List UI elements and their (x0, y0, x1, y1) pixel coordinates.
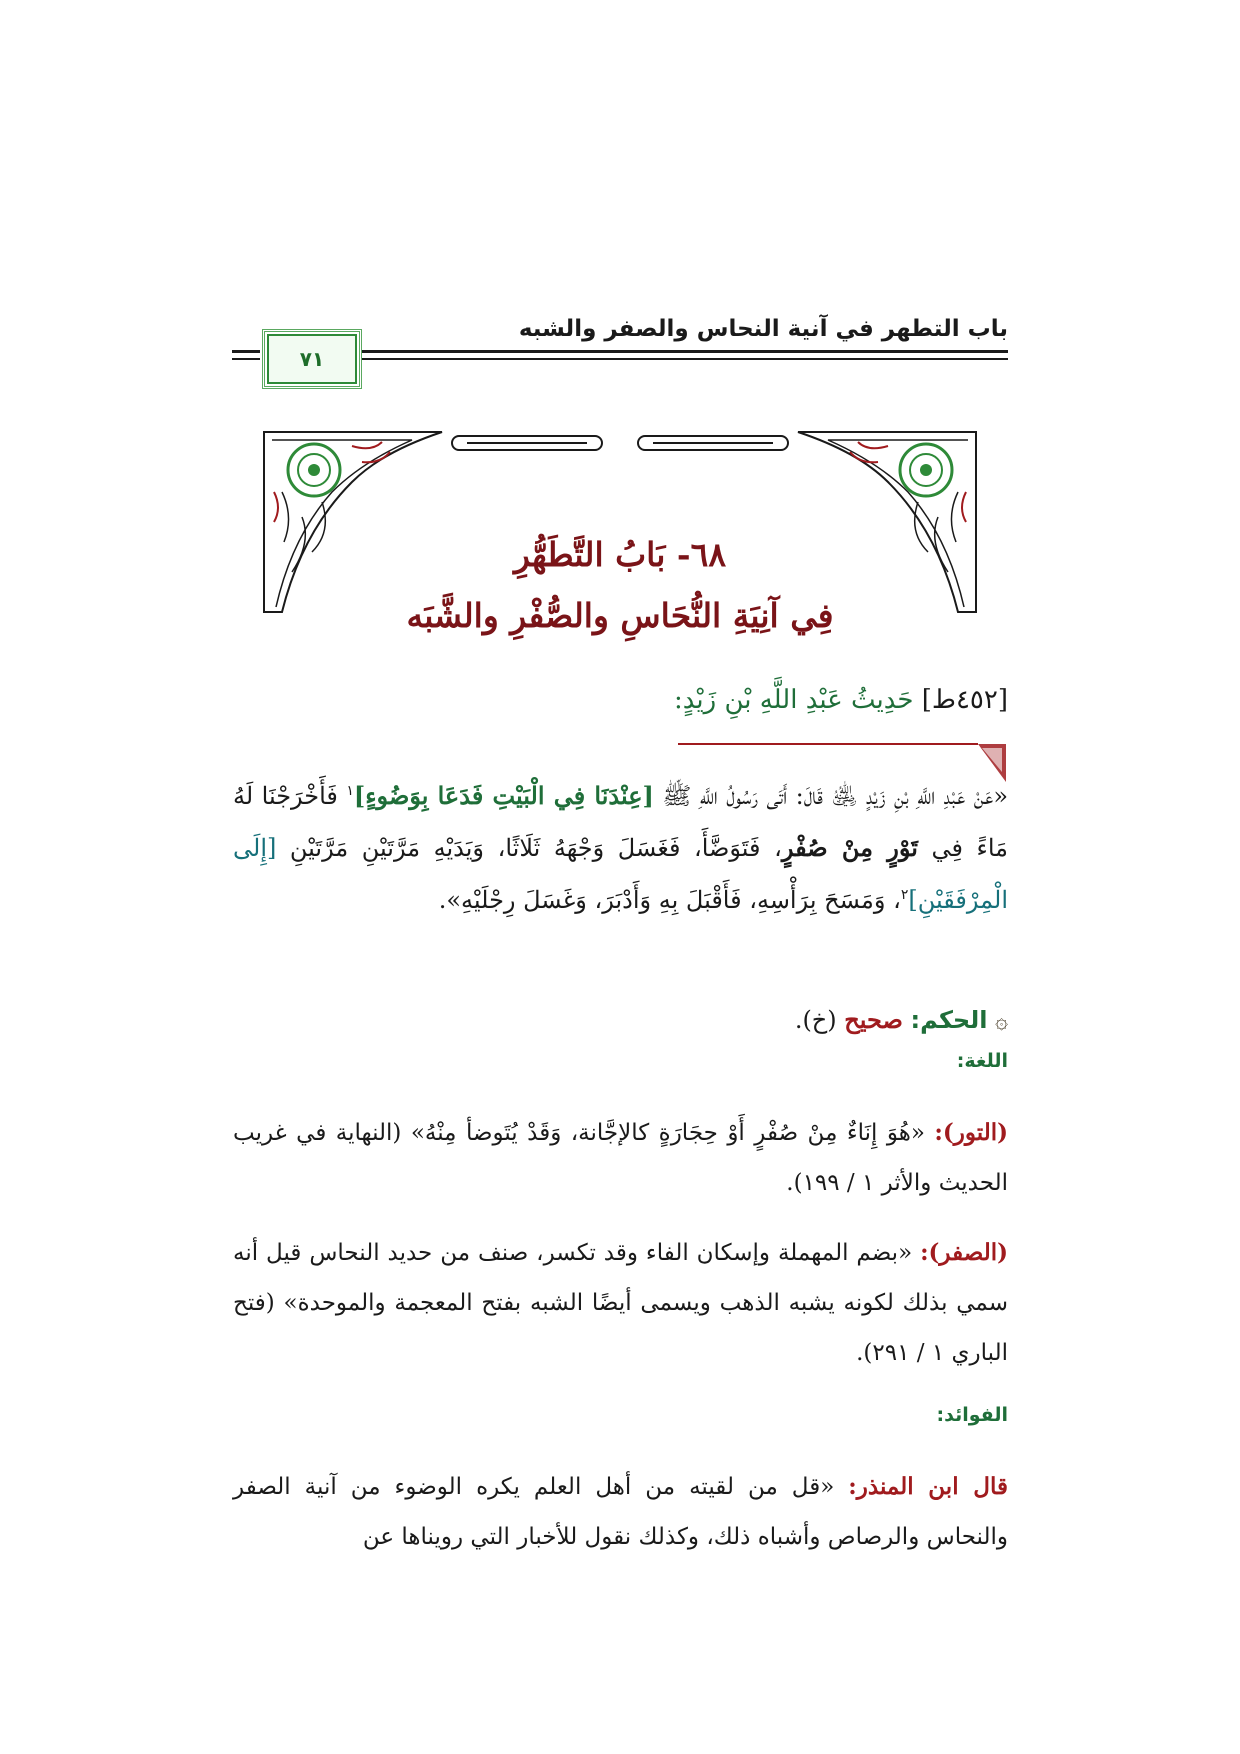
lexicon-heading: اللغة: (956, 1050, 1008, 1072)
chapter-ornament (262, 422, 978, 622)
header-rule-left-bottom (232, 358, 260, 360)
lexicon-term-sufr: (الصفر): (920, 1239, 1008, 1266)
hadith-title: حَدِيثُ عَبْدِ اللَّهِ بْنِ زَيْدٍ: (673, 685, 914, 715)
benefits-paragraph (233, 1462, 1008, 1562)
hadith-heading (248, 685, 1008, 715)
chapter-title-line2: فِي آنِيَةِ النُّحَاسِ والصُّفْرِ والشَّبَه (406, 596, 834, 635)
benefits-term-ibn-almundhir: قال ابن المنذر: (848, 1473, 1008, 1500)
hadith-number: [٤٥٢ط] (921, 685, 1008, 715)
lexicon-entry-sufr (233, 1228, 1008, 1378)
lexicon-entry-tawr (233, 1108, 1008, 1208)
header-rule-right-bottom (362, 358, 1008, 360)
hadith-ruling (233, 1005, 1008, 1034)
ruling-star-icon: ۞ (995, 1009, 1008, 1034)
footnote-ref-2: ٢ (900, 887, 909, 903)
hadith-open-quote: « (993, 782, 1008, 810)
hadith-bold-phrase: تَوْرٍ مِنْ صُفْرٍ (781, 833, 918, 862)
ruling-source: (خ). (794, 1006, 845, 1034)
hadith-part3: ، فَتَوَضَّأَ، فَغَسَلَ وَجْهَهُ ثَلَاثًا، وَيَدَيْهِ مَرَّتَيْنِ مَرَّتَيْنِ (276, 834, 782, 862)
lexicon-def-tawr: «هُوَ إِنَاءٌ مِنْ صُفْرٍ أَوْ حِجَارَةٍ كالإجَّانة، وَقَدْ يُتَوضأ مِنْهُ» (النهاية في غريب الحديث والأثر ١ / ١٩٩). (233, 1120, 1008, 1196)
lexicon-def-sufr: «بضم المهملة وإسكان الفاء وقد تكسر، صنف من حديد النحاس قيل أنه سمي بذلك لكونه يشبه الذهب ويسمى أيضًا الشبه بفتح المعجمة والموحدة» (فتح الباري ١ / ٢٩١). (233, 1240, 1008, 1366)
ornament-top-bars (452, 436, 788, 450)
chapter-title-line1: ٦٨- بَابُ التَّطَهُّرِ (513, 535, 727, 574)
page-number: ٧١ (299, 347, 325, 371)
lexicon-term-tawr: (التور): (934, 1119, 1008, 1146)
footnote-ref-1: ١ (346, 783, 354, 799)
hadith-bracket1: [عِنْدَنَا فِي الْبَيْتِ فَدَعَا بِوَضُوءٍ] (353, 781, 654, 810)
hadith-text (233, 770, 1008, 926)
ruling-value: صحيح (844, 1005, 903, 1034)
page-number-badge (267, 334, 357, 384)
hadith-part2: فَأَخْرَجْنَا لَهُ مَاءً فِي (233, 782, 1008, 862)
ornament-left-corner (264, 432, 442, 612)
ornament-right-corner (798, 432, 976, 612)
hadith-part1: عَنْ عَبْدِ اللَّهِ بْنِ زَيْدٍ ﵁ قَالَ: أَتَى رَسُولُ اللَّهِ ﷺ (653, 782, 994, 810)
hadith-bracket2: [إِلَى الْمِرْفَقَيْنِ] (233, 834, 1008, 914)
hadith-part4: ، وَمَسَحَ بِرَأْسِهِ، فَأَقْبَلَ بِهِ وَأَدْبَرَ، وَغَسَلَ رِجْلَيْهِ». (438, 886, 901, 914)
benefits-heading: الفوائد: (936, 1404, 1008, 1426)
header-rule-right-top (362, 350, 1008, 353)
ruling-label: الحكم: (910, 1006, 988, 1034)
running-header-title: باب التطهر في آنية النحاس والصفر والشبه (518, 316, 1008, 342)
header-rule-left-top (232, 350, 260, 353)
benefits-text: «قل من لقيته من أهل العلم يكره الوضوء من آنية الصفر والنحاس والرصاص وأشباه ذلك، وكذلك نقول للأخبار التي رويناها عن (233, 1474, 1008, 1550)
